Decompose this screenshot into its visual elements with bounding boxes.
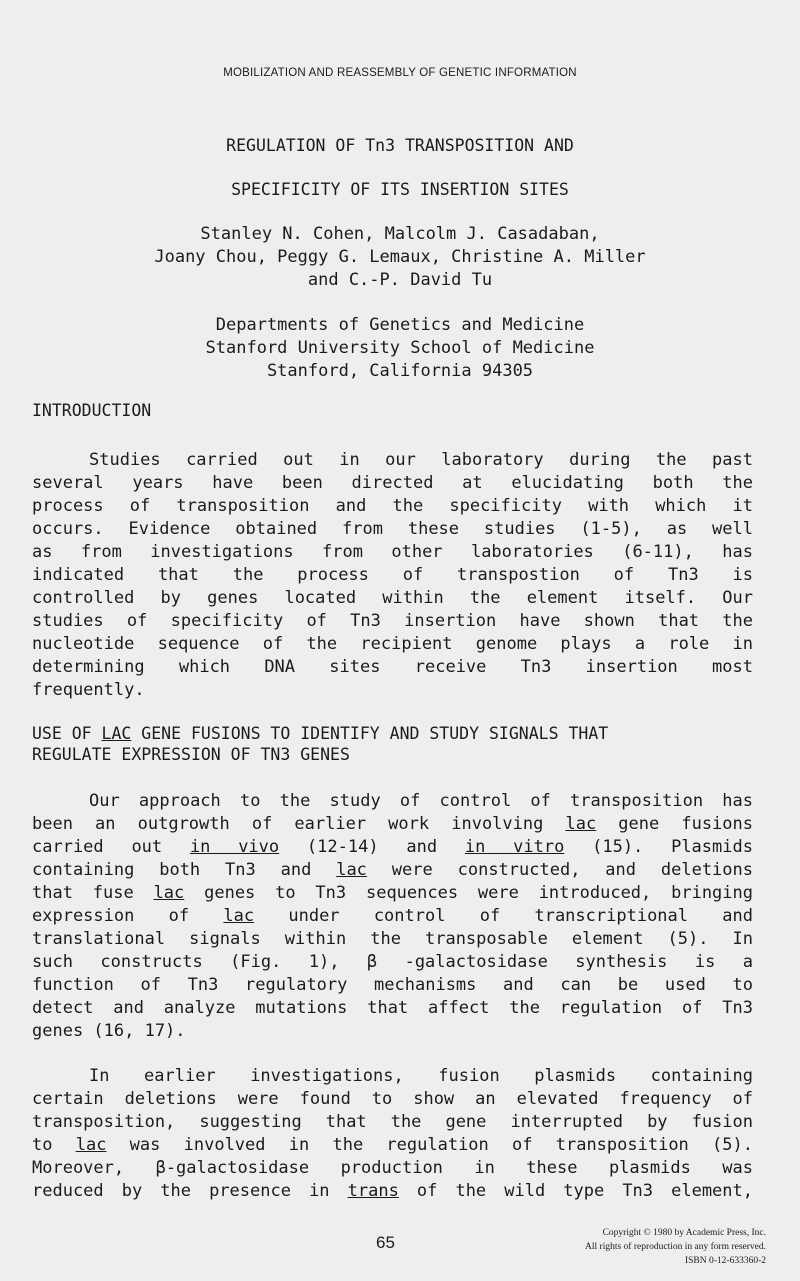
copyright-line: Copyright © 1980 by Academic Press, Inc. — [602, 1228, 766, 1238]
section-heading-line-1: USE OF LAC GENE FUSIONS TO IDENTIFY AND STUDY SIGNALS THAT — [32, 724, 609, 743]
intro-line: frequently. — [32, 680, 145, 700]
introduction-heading: INTRODUCTION — [32, 401, 152, 420]
running-head: MOBILIZATION AND REASSEMBLY OF GENETIC INFORMATION — [223, 67, 577, 79]
affiliation-line-1: Departments of Genetics and Medicine — [215, 315, 585, 335]
author-line-2: Joany Chou, Peggy G. Lemaux, Christine A. Miller — [154, 247, 646, 267]
para1-line: function of Tn3 regulatory mechanisms and can be used to — [32, 975, 753, 995]
intro-line: as from investigations from other laboratories (6-11), has — [32, 542, 753, 562]
para1-line: detect and analyze mutations that affect the regulation of Tn3 — [32, 998, 753, 1018]
para1-line: expression of lac under control of transcriptional and — [32, 906, 753, 926]
intro-line: Studies carried out in our laboratory during the past — [89, 450, 753, 470]
para1-line: been an outgrowth of earlier work involving lac gene fusions — [32, 814, 753, 834]
intro-line: nucleotide sequence of the recipient genome plays a role in — [32, 634, 753, 654]
affiliation-line-3: Stanford, California 94305 — [266, 361, 534, 381]
copyright-notice — [548, 1226, 766, 1268]
intro-line: studies of specificity of Tn3 insertion have shown that the — [32, 611, 753, 631]
para1-line: containing both Tn3 and lac were constructed, and deletions — [32, 860, 753, 880]
para1-line: Our approach to the study of control of transposition has — [89, 791, 753, 811]
heading-lac-term: LAC — [101, 724, 132, 743]
para1-line: translational signals within the transposable element (5). In — [32, 929, 753, 949]
page-number: 65 — [376, 1233, 395, 1252]
para1-line: carried out in vivo (12-14) and in vitro (15). Plasmids — [32, 837, 753, 857]
para2-line: transposition, suggesting that the gene interrupted by fusion — [32, 1112, 753, 1132]
intro-line: occurs. Evidence obtained from these studies (1-5), as well — [32, 519, 753, 539]
para2-line: reduced by the presence in trans of the wild type Tn3 element, — [32, 1181, 753, 1201]
isbn-line: ISBN 0-12-633360-2 — [684, 1256, 766, 1266]
intro-line: indicated that the process of transpostion of Tn3 is — [32, 565, 753, 585]
intro-line: determining which DNA sites receive Tn3 insertion most — [32, 657, 753, 677]
paper-title-line-1: REGULATION OF Tn3 TRANSPOSITION AND — [226, 136, 574, 155]
para2-line: Moreover, β-galactosidase production in these plasmids was — [32, 1158, 753, 1178]
intro-line: several years have been directed at elucidating both the — [32, 473, 753, 493]
author-line-3: and C.-P. David Tu — [307, 270, 493, 290]
author-line-1: Stanley N. Cohen, Malcolm J. Casadaban, — [200, 224, 600, 244]
affiliation-line-2: Stanford University School of Medicine — [205, 338, 595, 358]
para1-line: that fuse lac genes to Tn3 sequences were introduced, bringing — [32, 883, 753, 903]
section-heading-line-2: REGULATE EXPRESSION OF TN3 GENES — [32, 745, 350, 764]
para2-line: In earlier investigations, fusion plasmids containing — [89, 1066, 753, 1086]
intro-line: process of transposition and the specificity with which it — [32, 496, 753, 516]
para1-line: such constructs (Fig. 1), β -galactosidase synthesis is a — [32, 952, 753, 972]
copyright-line: All rights of reproduction in any form reserved. — [585, 1242, 766, 1252]
intro-line: controlled by genes located within the element itself. Our — [32, 588, 753, 608]
para2-line: to lac was involved in the regulation of transposition (5). — [32, 1135, 753, 1155]
para1-line: genes (16, 17). — [32, 1021, 186, 1041]
para2-line: certain deletions were found to show an elevated frequency of — [32, 1089, 753, 1109]
paper-title-line-2: SPECIFICITY OF ITS INSERTION SITES — [231, 180, 569, 199]
